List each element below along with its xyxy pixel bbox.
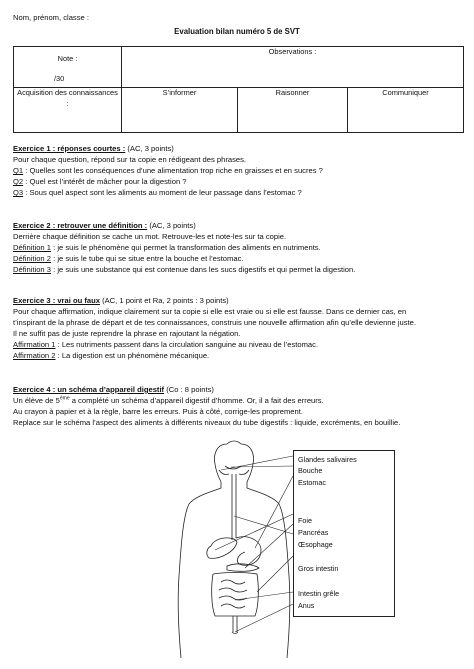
ex3-points: (AC, 1 point et Ra, 2 points : 3 points) [99,296,229,305]
acquisition-cell: Acquisition des connaissances : [14,88,122,133]
q1-label: Q1 [13,166,24,175]
stomach-icon [236,537,261,565]
label-pancreas: Pancréas [298,528,329,537]
aff2-label: Affirmation 2 [13,351,56,360]
small-intestine-icon [219,580,247,608]
skill-raisonner: Raisonner [238,88,348,133]
ex4-line-1a: Un élève de 5 [13,396,60,405]
exercise-3 [13,295,465,361]
ex4-title: Exercice 4 : un schéma d’appareil digestif [13,385,165,394]
label-foie: Foie [298,516,312,525]
liver-icon [207,538,237,558]
ex4-line-3: Replace sur le schéma l’aspect des aliments à différents niveaux du tube digestifs : liquide, excréments, en bouillie. [13,418,401,427]
page-title: Evaluation bilan numéro 5 de SVT [174,27,300,36]
esophagus-icon [232,474,236,540]
ex4-points: (Co : 8 points) [164,385,214,394]
ex3-title: Exercice 3 : vrai ou faux [13,296,100,305]
ex1-points: (AC, 3 points) [125,144,174,153]
skill-informer: S’informer [122,88,238,133]
q1-text: : Quelles sont les conséquences d’une alimentation trop riche en graisses et en sucres ? [23,166,323,175]
rectum-icon [233,616,237,632]
label-glandes-salivaires: Glandes salivaires [298,455,357,464]
exercise-1 [13,143,465,198]
ex3-line-3: Il ne suffit pas de juste reprendre la phrase en rajoutant la négation. [13,329,241,338]
ex2-instruction: Derrière chaque définition se cache un mot. Retrouve-les et note-les sur ta copie. [13,232,287,241]
ex4-line-1b: a complété un schéma d’appareil digestif d’homme. Or, il a fait des erreurs. [69,396,324,405]
ex4-line-2: Au crayon à papier et à la règle, barre les erreurs. Puis à côté, corrige-les proprement. [13,407,303,416]
note-label: Note : [57,54,78,63]
digestive-system-drawing [175,436,295,661]
pointer-lines-icon [215,456,293,632]
aff1-label: Affirmation 1 [13,340,56,349]
evaluation-grid [13,46,464,133]
q2-text: : Quel est l’intérêt de mâcher pour la digestion ? [23,177,187,186]
ex1-instruction: Pour chaque question, répond sur ta copie en rédigeant des phrases. [13,155,247,164]
label-estomac: Estomac [298,478,326,487]
def1-text: : je suis le phénomène qui permet la transformation des aliments en nutriments. [51,243,321,252]
ex1-title: Exercice 1 : réponses courtes : [13,144,126,153]
def2-label: Définition 2 [13,254,51,263]
ex2-points: (AC, 3 points) [147,221,196,230]
ex3-line-2: t’inspirant de la phrase de départ et de tes connaissances, construis une nouvelle affirmation afin qu’elle devienne juste. [13,318,417,327]
large-intestine-icon [212,573,259,617]
label-anus: Anus [298,601,315,610]
def2-text: : je suis le tube qui se situe entre la bouche et l’estomac. [51,254,244,263]
aff2-text: : La digestion est un phénomène mécanique. [55,351,210,360]
ex2-title: Exercice 2 : retrouver une définition : [13,221,148,230]
name-line: Nom, prénom, classe : [13,13,89,22]
note-cell [14,47,122,88]
exercise-4 [13,384,465,428]
salivary-gland-icon [219,470,249,475]
anus-icon [232,632,238,634]
observations-cell [122,47,464,88]
label-box [293,450,395,617]
def3-label: Définition 3 [13,265,51,274]
observations-label: Observations : [268,47,317,56]
label-bouche: Bouche [298,466,323,475]
ex3-line-1: Pour chaque affirmation, indique clairement sur ta copie si elle est vraie ou si elle est fausse. Dans ce dernier cas, en [13,307,407,316]
label-gros-intestin: Gros intestin [298,564,339,573]
note-score: /30 [54,74,65,83]
exercise-2 [13,220,465,275]
q3-text: : Sous quel aspect sont les aliments au moment de leur passage dans l’estomac ? [23,188,302,197]
ex4-line-1-sup: ème [59,395,70,402]
label-oesophage: Œsophage [298,540,333,549]
q3-label: Q3 [13,188,24,197]
def3-text: : je suis une substance qui est contenue dans les sucs digestifs et qui permet la digestion. [51,265,356,274]
aff1-text: : Les nutriments passent dans la circulation sanguine au niveau de l’estomac. [55,340,319,349]
q2-label: Q2 [13,177,24,186]
skill-communiquer: Communiquer [348,88,464,133]
label-intestin-grele: Intestin grêle [298,589,340,598]
body-outline-icon [178,441,290,658]
def1-label: Définition 1 [13,243,51,252]
